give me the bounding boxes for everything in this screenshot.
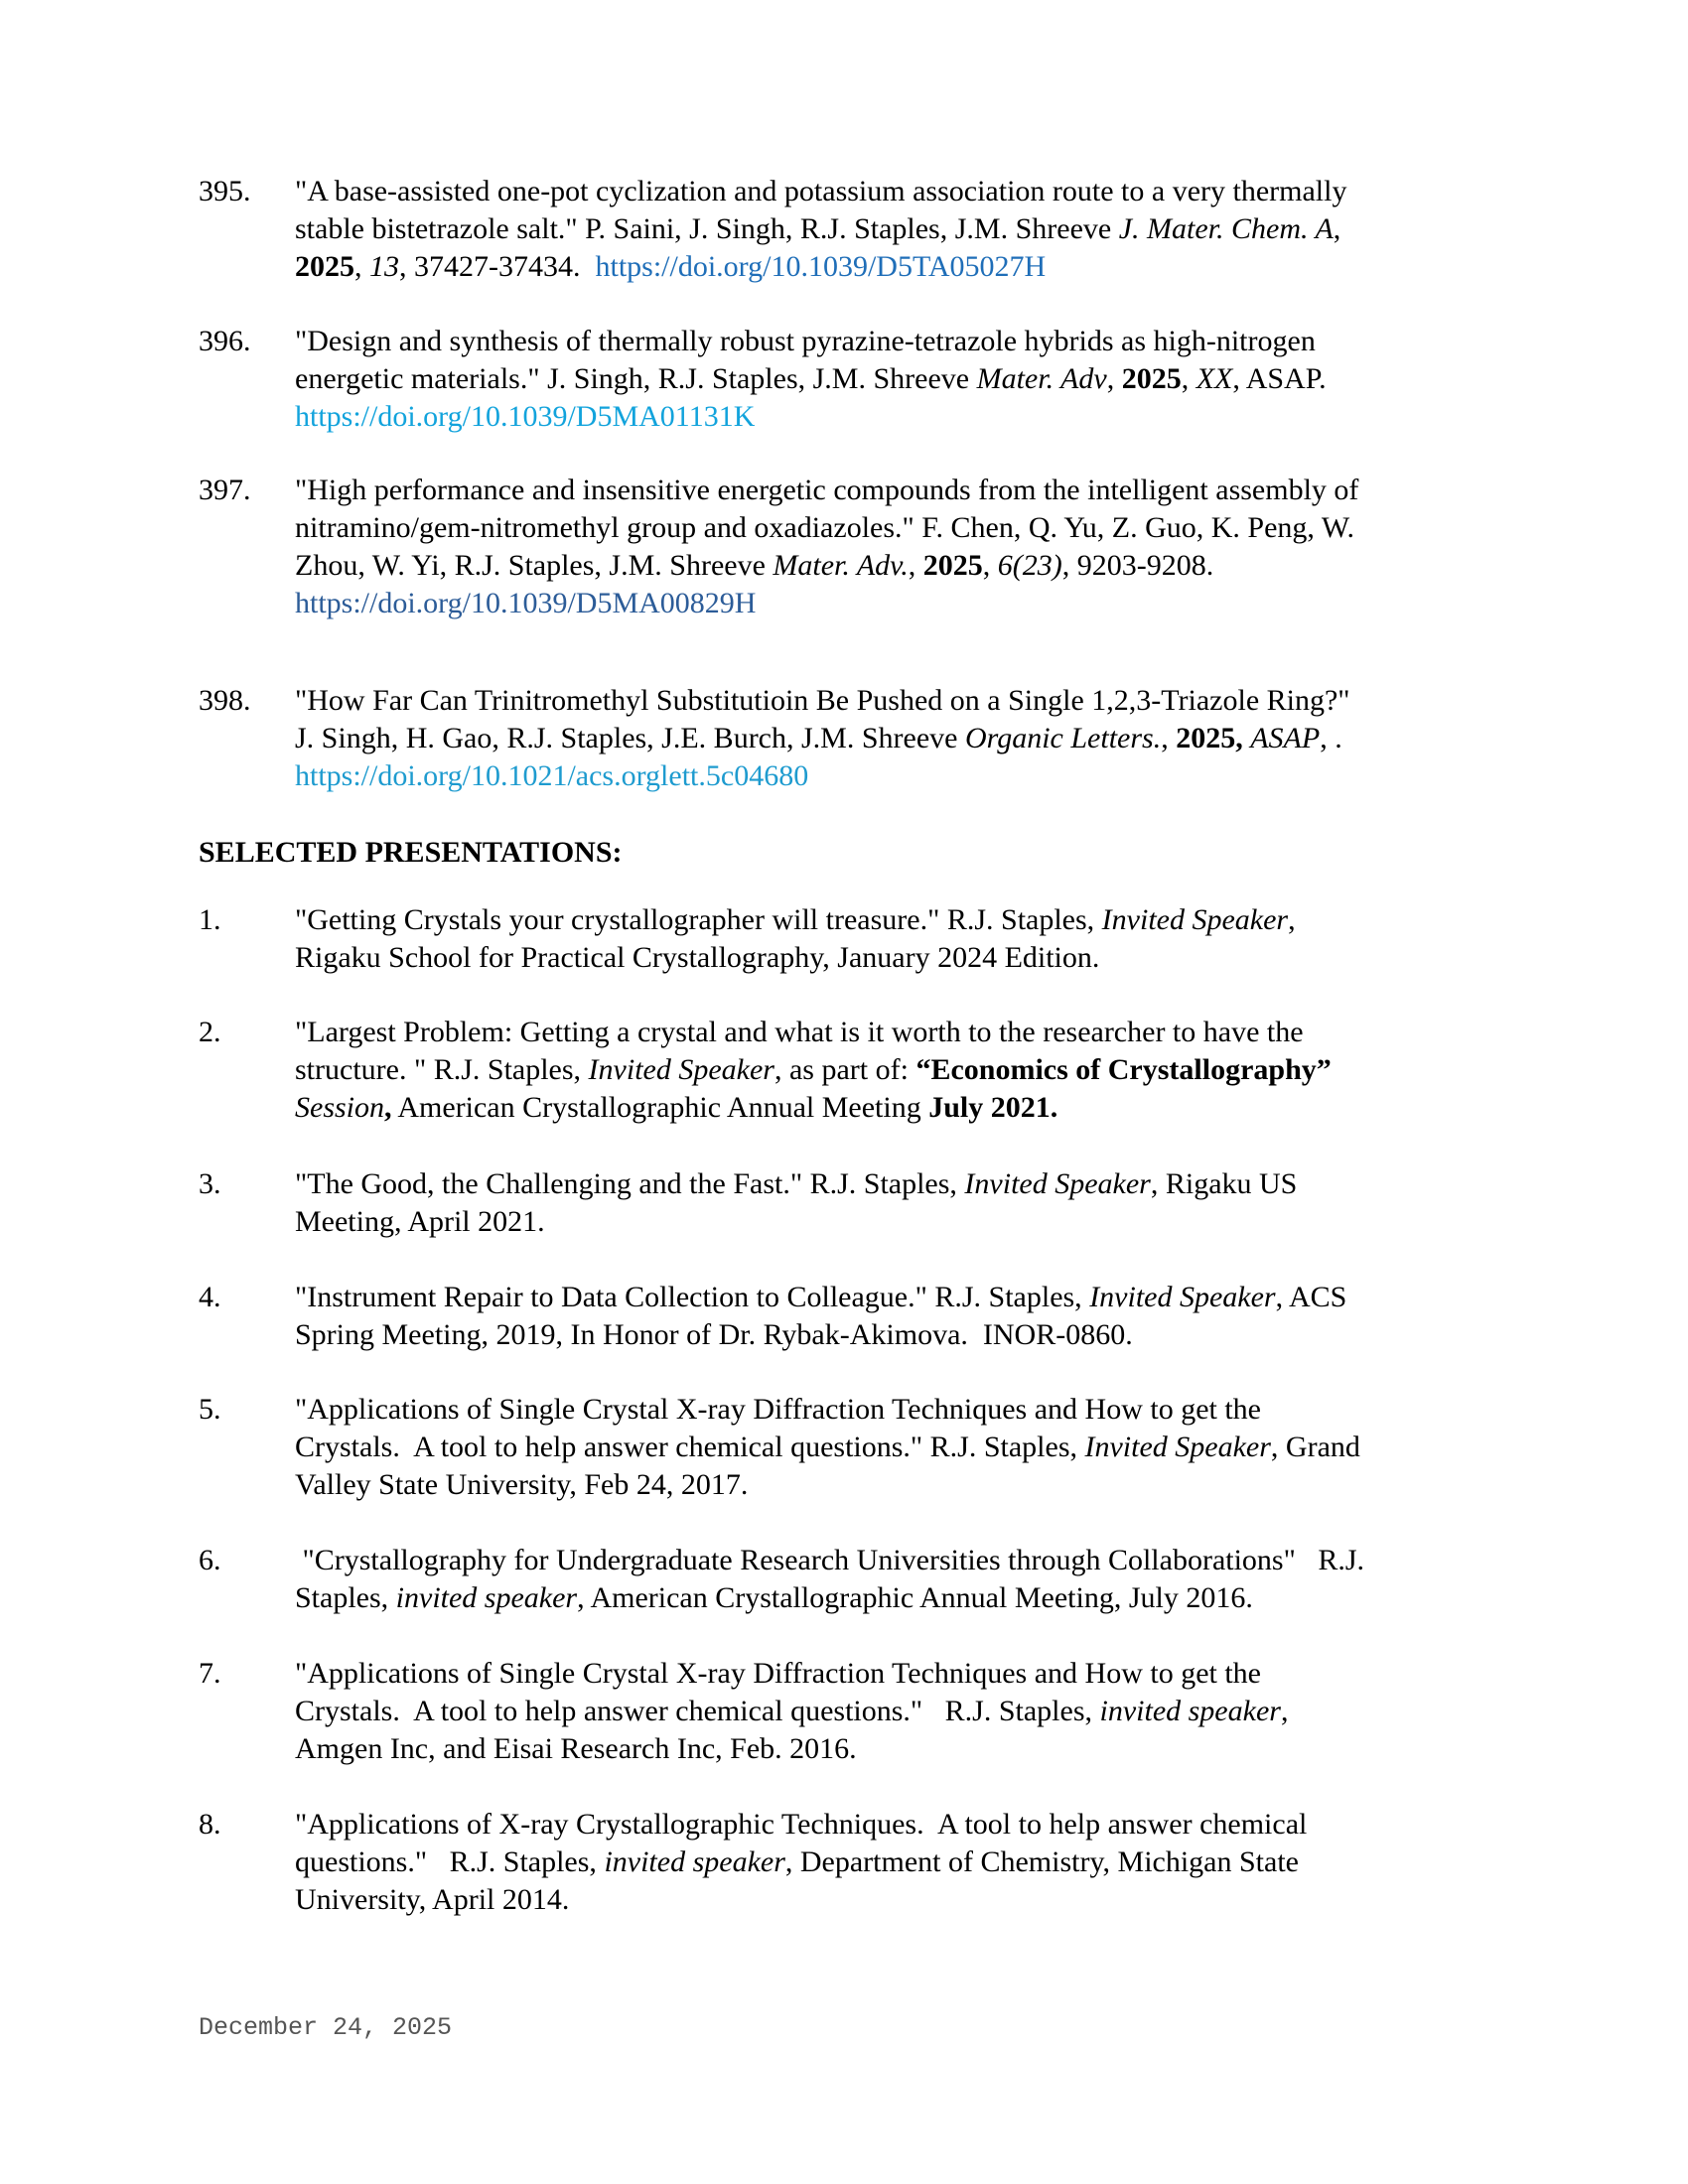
speaker-role: Invited Speaker [1084, 1431, 1271, 1463]
entry-authors: Zhou, W. Yi, R.J. Staples, J.M. Shreeve [295, 549, 774, 582]
presentation-text: American Crystallographic Annual Meeting [391, 1091, 929, 1124]
separator: , [908, 549, 923, 582]
entry-number: 8. [199, 1808, 221, 1841]
presentation-text: , Rigaku US [1150, 1167, 1298, 1200]
entry-authors: F. Chen, Q. Yu, Z. Guo, K. Peng, W. [914, 511, 1354, 544]
entry-number: 5. [199, 1393, 221, 1426]
entry-title: energetic materials." [295, 362, 540, 395]
entry-journal: Mater. Adv. [773, 549, 909, 582]
entry-number: 4. [199, 1281, 221, 1313]
presentation-text: "Getting Crystals your crystallographer will treasure." R.J. Staples, [295, 903, 1102, 936]
entry-pages: , 37427-37434. [399, 250, 596, 283]
publication-entry [199, 472, 1489, 622]
entry-line [295, 472, 1489, 509]
entry-number: 395. [199, 175, 251, 207]
doi-link[interactable]: https://doi.org/10.1039/D5TA05027H [595, 250, 1047, 283]
entry-line [295, 901, 1489, 939]
entry-line [295, 1316, 1489, 1354]
entry-journal: Organic Letters. [964, 722, 1162, 754]
entry-title: "A base-assisted one-pot cyclization and potassium association route to a very thermally [295, 175, 1347, 207]
entry-line [295, 1843, 1489, 1881]
speaker-role: invited speaker [604, 1845, 785, 1878]
presentation-entry [199, 1165, 1489, 1241]
presentation-text: , ACS [1275, 1281, 1347, 1313]
entry-authors: J. Singh, H. Gao, R.J. Staples, J.E. Burch, J.M. Shreeve [295, 722, 965, 754]
entry-line [295, 1579, 1489, 1617]
publication-entry [199, 323, 1489, 436]
entry-pages: , 9203-9208. [1061, 549, 1214, 582]
entry-line [295, 1391, 1489, 1429]
entry-title: "Design and synthesis of thermally robust pyrazine-tetrazole hybrids as high-nitrogen [295, 325, 1316, 357]
section-heading: SELECTED PRESENTATIONS: [199, 836, 623, 869]
entry-number: 6. [199, 1544, 221, 1576]
presentation-text: "Applications of Single Crystal X-ray Diffraction Techniques and How to get the [295, 1657, 1261, 1690]
entry-line [295, 720, 1489, 757]
entry-line [295, 1693, 1489, 1730]
entry-line [295, 210, 1489, 248]
entry-number: 3. [199, 1167, 221, 1200]
entry-title: "How Far Can Trinitromethyl Substitutioin Be Pushed on a Single 1,2,3-Triazole Ring?" [295, 684, 1350, 717]
separator: , [982, 549, 998, 582]
entry-title: "High performance and insensitive energetic compounds from the intelligent assembly of [295, 474, 1359, 506]
presentation-text: Crystals. A tool to help answer chemical questions." R.J. Staples, [295, 1695, 1100, 1727]
entry-volume: ASAP [1250, 722, 1321, 754]
entry-line [295, 1203, 1489, 1241]
doi-link[interactable]: https://doi.org/10.1039/D5MA01131K [295, 400, 756, 433]
entry-line [295, 1466, 1489, 1504]
presentation-text: "Applications of Single Crystal X-ray Diffraction Techniques and How to get the [295, 1393, 1261, 1426]
entry-authors: P. Saini, J. Singh, R.J. Staples, J.M. Shreeve [577, 212, 1119, 245]
entry-line [295, 757, 1489, 795]
entry-number: 7. [199, 1657, 221, 1690]
entry-pages: , . [1320, 722, 1342, 754]
speaker-role: Invited Speaker [1089, 1281, 1276, 1313]
presentation-text: "Largest Problem: Getting a crystal and what is it worth to the researcher to have the [295, 1016, 1304, 1048]
entry-line [295, 1730, 1489, 1768]
presentation-entry [199, 1655, 1489, 1768]
separator: , [1181, 362, 1196, 395]
doi-link[interactable]: https://doi.org/10.1039/D5MA00829H [295, 587, 757, 619]
presentation-text: , [1288, 903, 1296, 936]
presentation-entry [199, 1014, 1489, 1127]
entry-line [295, 1542, 1489, 1579]
separator: , [1106, 362, 1122, 395]
separator: , [354, 250, 369, 283]
entry-journal: J. Mater. Chem. A [1118, 212, 1334, 245]
speaker-role: Invited Speaker [1101, 903, 1289, 936]
entry-line [295, 682, 1489, 720]
entry-line [295, 585, 1489, 622]
doi-link[interactable]: https://doi.org/10.1021/acs.orglett.5c04680 [295, 759, 809, 792]
entry-number: 1. [199, 903, 221, 936]
entry-year: 2025 [295, 250, 354, 283]
speaker-role: invited speaker [1099, 1695, 1281, 1727]
presentation-text: "Applications of X-ray Crystallographic Techniques. A tool to help answer chemical [295, 1808, 1308, 1841]
entry-line [295, 1429, 1489, 1466]
presentation-text: University, April 2014. [295, 1883, 570, 1916]
entry-pages: , ASAP. [1232, 362, 1327, 395]
entry-line [295, 1051, 1489, 1089]
publication-entry [199, 173, 1489, 286]
publication-entry [199, 682, 1489, 795]
presentation-text: , Department of Chemistry, Michigan State [784, 1845, 1299, 1878]
entry-line [295, 248, 1489, 286]
session-label: Session [295, 1091, 384, 1124]
separator: , [384, 1091, 392, 1124]
presentation-text: structure. " R.J. Staples, [295, 1053, 589, 1086]
presentation-entry [199, 1806, 1489, 1919]
presentation-entry [199, 901, 1489, 977]
presentation-text: questions." R.J. Staples, [295, 1845, 605, 1878]
entry-year: 2025, [1176, 722, 1243, 754]
entry-number: 397. [199, 474, 251, 506]
speaker-role: Invited Speaker [588, 1053, 774, 1086]
session-name: “Economics of Crystallography” [915, 1053, 1332, 1086]
entry-line [295, 1655, 1489, 1693]
entry-volume: XX [1196, 362, 1233, 395]
presentation-text: Rigaku School for Practical Crystallography, January 2024 Edition. [295, 941, 1100, 974]
presentation-text: Meeting, April 2021. [295, 1205, 545, 1238]
entry-line [295, 1279, 1489, 1316]
entry-line [295, 360, 1489, 398]
presentation-text: , [1280, 1695, 1289, 1727]
presentation-text: Crystals. A tool to help answer chemical questions." R.J. Staples, [295, 1431, 1085, 1463]
entry-authors: J. Singh, R.J. Staples, J.M. Shreeve [539, 362, 977, 395]
entry-line [295, 1165, 1489, 1203]
speaker-role: invited speaker [395, 1581, 578, 1614]
entry-number: 396. [199, 325, 251, 357]
presentation-text: "Instrument Repair to Data Collection to Colleague." R.J. Staples, [295, 1281, 1090, 1313]
separator: , [1161, 722, 1177, 754]
entry-year: 2025 [922, 549, 983, 582]
entry-line [295, 323, 1489, 360]
entry-volume: 13 [369, 250, 399, 283]
presentation-text: , as part of: [774, 1053, 916, 1086]
entry-line [295, 1014, 1489, 1051]
presentation-text: Valley State University, Feb 24, 2017. [295, 1468, 749, 1501]
entry-volume: 6(23) [997, 549, 1062, 582]
presentation-text: , Grand [1270, 1431, 1360, 1463]
presentation-text: Spring Meeting, 2019, In Honor of Dr. Rybak-Akimova. INOR-0860. [295, 1318, 1133, 1351]
entry-number: 398. [199, 684, 251, 717]
presentation-text: Staples, [295, 1581, 396, 1614]
entry-line [295, 173, 1489, 210]
separator: , [1333, 212, 1341, 245]
entry-line [295, 1089, 1489, 1127]
entry-line [295, 1806, 1489, 1843]
presentation-text: Amgen Inc, and Eisai Research Inc, Feb. 2016. [295, 1732, 857, 1765]
presentation-entry [199, 1279, 1489, 1354]
entry-year: 2025 [1121, 362, 1182, 395]
presentation-text: , American Crystallographic Annual Meeting, July 2016. [577, 1581, 1253, 1614]
entry-line [295, 509, 1489, 547]
presentation-entry [199, 1542, 1489, 1617]
footer-date: December 24, 2025 [199, 2013, 453, 2042]
entry-title: nitramino/gem-nitromethyl group and oxadiazoles." [295, 511, 914, 544]
entry-line [295, 1881, 1489, 1919]
presentation-entry [199, 1391, 1489, 1504]
entry-number: 2. [199, 1016, 221, 1048]
entry-journal: Mater. Adv [976, 362, 1107, 395]
presentation-text: "The Good, the Challenging and the Fast." R.J. Staples, [295, 1167, 965, 1200]
entry-line [295, 398, 1489, 436]
entry-line [295, 939, 1489, 977]
presentation-date: July 2021. [928, 1091, 1058, 1124]
speaker-role: Invited Speaker [964, 1167, 1151, 1200]
entry-title: stable bistetrazole salt." [295, 212, 578, 245]
entry-line [295, 547, 1489, 585]
presentation-text: "Crystallography for Undergraduate Research Universities through Collaborations" R.J. [295, 1544, 1365, 1576]
